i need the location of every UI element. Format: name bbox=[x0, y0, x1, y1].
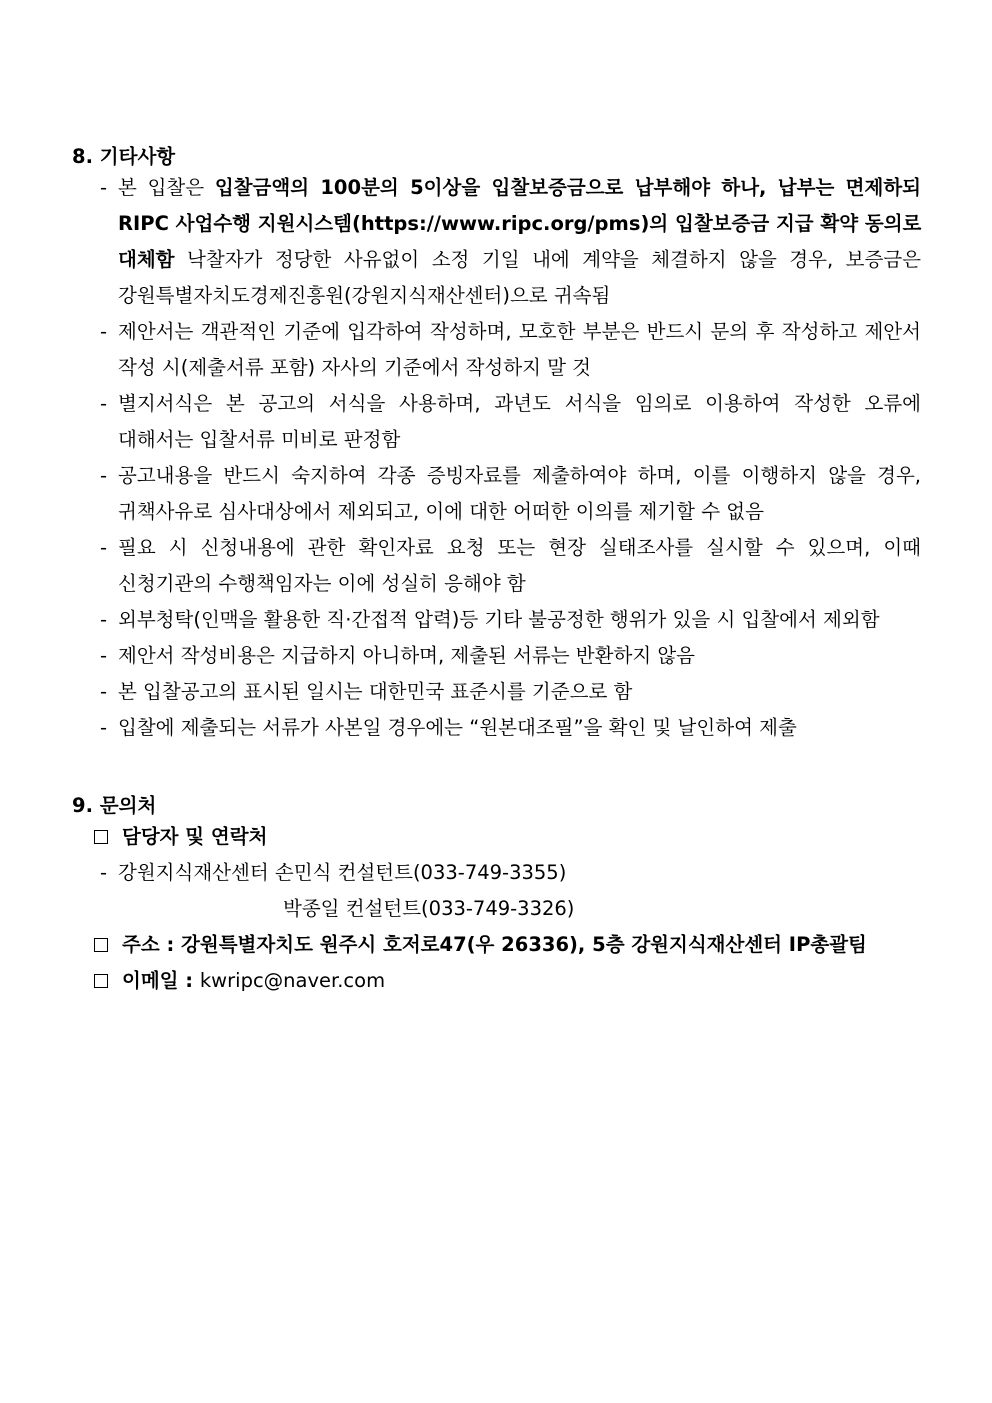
item-2-dash: - bbox=[100, 320, 108, 343]
item-5-dash: - bbox=[100, 536, 108, 559]
contact-heading-text: 담당자 및 연락처 bbox=[122, 825, 268, 848]
item-3-dash: - bbox=[100, 392, 108, 415]
item-6-dash: - bbox=[100, 608, 108, 631]
item-1-line-3-text: 낙찰자가 정당한 사유없이 소정 기일 내에 계약을 체결하지 않을 경우, 보증금은 bbox=[174, 248, 921, 271]
item-7-line-1: 제안서 작성비용은 지급하지 아니하며, 제출된 서류는 반환하지 않음 bbox=[118, 644, 696, 667]
item-1-line-1-bold: 입찰금액의 100분의 5이상을 입찰보증금으로 납부해야 하나, 납부는 면제하되 bbox=[214, 176, 921, 199]
address-line bbox=[94, 933, 867, 957]
contact-1: 강원지식재산센터 손민식 컨설턴트(033-749-3355) bbox=[118, 861, 567, 884]
contact-2: 박종일 컨설턴트(033-749-3326) bbox=[283, 897, 575, 920]
email-line bbox=[94, 969, 385, 993]
item-1-line-4: 강원특별자치도경제진흥원(강원지식재산센터)으로 귀속됨 bbox=[118, 284, 611, 307]
checkbox-square-icon bbox=[94, 830, 108, 844]
item-1-line-3 bbox=[118, 248, 921, 272]
item-1-line-3-bold: 대체함 bbox=[118, 248, 175, 271]
item-5-line-2: 신청기관의 수행책임자는 이에 성실히 응해야 함 bbox=[118, 572, 526, 595]
checkbox-square-icon bbox=[94, 938, 108, 952]
item-6-line-1: 외부청탁(인맥을 활용한 직·간접적 압력)등 기타 불공정한 행위가 있을 시 입찰에서 제외함 bbox=[118, 608, 880, 631]
section-8-title: 8. 기타사항 bbox=[72, 145, 176, 168]
item-2-line-1: 제안서는 객관적인 기준에 입각하여 작성하며, 모호한 부분은 반드시 문의 후 작성하고 제안서 bbox=[118, 320, 921, 343]
item-3-line-1: 별지서식은 본 공고의 서식을 사용하며, 과년도 서식을 임의로 이용하여 작성한 오류에 bbox=[118, 392, 921, 415]
item-1-line-2: RIPC 사업수행 지원시스템(https://www.ripc.org/pms)의 입찰보증금 지급 확약 동의로 bbox=[118, 212, 922, 235]
item-8-line-1: 본 입찰공고의 표시된 일시는 대한민국 표준시를 기준으로 함 bbox=[118, 680, 633, 703]
item-4-line-2: 귀책사유로 심사대상에서 제외되고, 이에 대한 어떠한 이의를 제기할 수 없음 bbox=[118, 500, 764, 523]
item-2-line-2: 작성 시(제출서류 포함) 자사의 기준에서 작성하지 말 것 bbox=[118, 356, 592, 379]
checkbox-square-icon bbox=[94, 974, 108, 988]
item-5-line-1: 필요 시 신청내용에 관한 확인자료 요청 또는 현장 실태조사를 실시할 수 있으며, 이때 bbox=[118, 536, 921, 559]
contact-heading bbox=[94, 825, 267, 849]
section-9-title: 9. 문의처 bbox=[72, 794, 157, 817]
email-label: 이메일 : bbox=[122, 969, 200, 992]
item-1-dash: - bbox=[100, 176, 108, 199]
address-text: 주소 : 강원특별자치도 원주시 호저로47(우 26336), 5층 강원지식재산센터 IP총괄팀 bbox=[122, 933, 867, 956]
item-7-dash: - bbox=[100, 644, 108, 667]
item-1-line-1 bbox=[118, 176, 921, 200]
item-9-dash: - bbox=[100, 716, 108, 739]
email-link[interactable]: kwripc@naver.com bbox=[199, 969, 386, 992]
item-4-dash: - bbox=[100, 464, 108, 487]
item-8-dash: - bbox=[100, 680, 108, 703]
item-4-line-1: 공고내용을 반드시 숙지하여 각종 증빙자료를 제출하여야 하며, 이를 이행하지 않을 경우, bbox=[118, 464, 921, 487]
item-3-line-2: 대해서는 입찰서류 미비로 판정함 bbox=[118, 428, 401, 451]
item-1-line-1-text: 본 입찰은 bbox=[118, 176, 215, 199]
item-9-line-1: 입찰에 제출되는 서류가 사본일 경우에는 “원본대조필”을 확인 및 날인하여 제출 bbox=[118, 716, 797, 739]
contact-dash: - bbox=[100, 861, 108, 884]
